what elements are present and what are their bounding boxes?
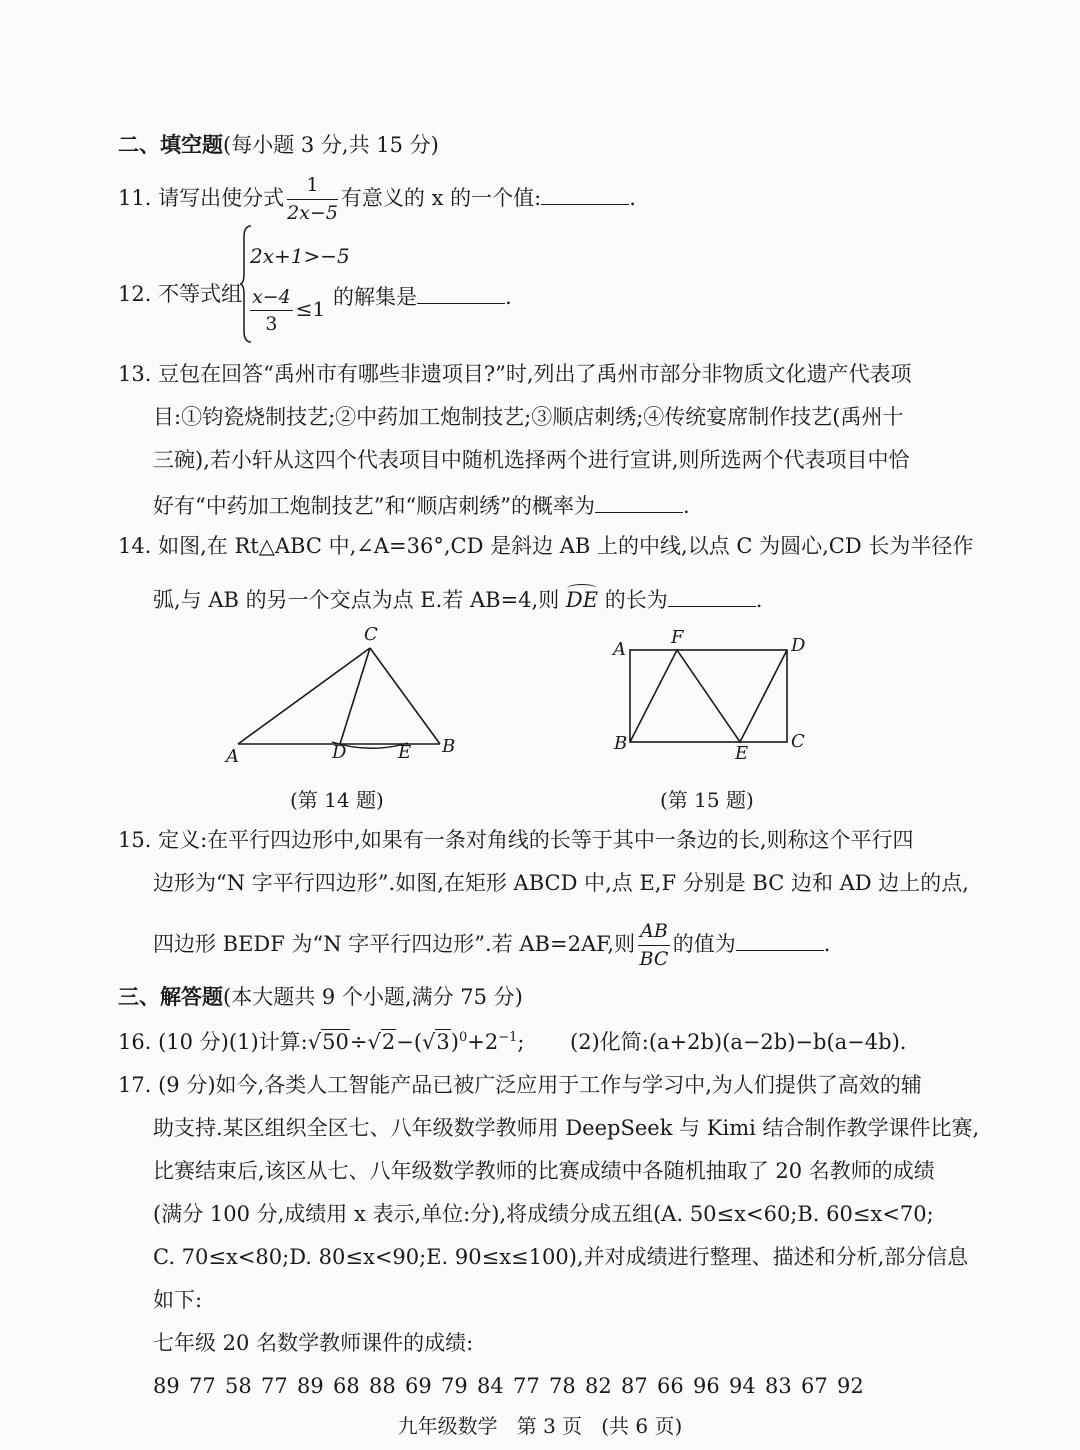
score-value: 58 bbox=[225, 1374, 252, 1398]
q11-denominator: 2x−5 bbox=[287, 201, 338, 224]
q16-part1-end: ; bbox=[517, 1030, 525, 1054]
question-13-line-3: 三碗),若小轩从这四个代表项目中随机选择两个进行宣讲,则所选两个代表项目中恰 bbox=[153, 448, 910, 472]
fig14-caption: (第 14 题) bbox=[290, 788, 384, 812]
q15-line-3-pre: 四边形 BEDF 为“N 字平行四边形”.若 AB=2AF,则 bbox=[153, 931, 636, 956]
figure-15 bbox=[605, 625, 815, 765]
fig15-label-c: C bbox=[791, 731, 805, 752]
fig14-label-b: B bbox=[442, 736, 456, 757]
q15-line-1-text: 定义:在平行四边形中,如果有一条对角线的长等于其中一条边的长,则称这个平行四 bbox=[158, 828, 914, 852]
fig15-label-b: B bbox=[614, 733, 628, 754]
q16-divide: ÷ bbox=[349, 1030, 368, 1054]
page-footer: 九年级数学 第 3 页 (共 6 页) bbox=[397, 1414, 683, 1438]
score-value: 92 bbox=[837, 1374, 864, 1398]
question-16 bbox=[118, 1030, 524, 1055]
q12-text-post: 的解集是 bbox=[333, 285, 417, 309]
q12-inequality-1: 2x+1>−5 bbox=[250, 244, 350, 268]
question-15-line-3 bbox=[153, 920, 830, 971]
figure-14 bbox=[220, 620, 480, 770]
q13-line-4-text: 好有“中药加工炮制技艺”和“顺店刺绣”的概率为 bbox=[153, 494, 595, 518]
score-value: 67 bbox=[801, 1374, 828, 1398]
fig14-label-a: A bbox=[226, 746, 239, 767]
q13-line-1-text: 豆包在回答“禹州市有哪些非遗项目?”时,列出了禹州市部分非物质文化遗产代表项 bbox=[158, 362, 912, 386]
fig14-median-cd bbox=[340, 648, 370, 744]
q15-fraction-numerator: AB bbox=[638, 920, 670, 946]
fig15-label-d: D bbox=[791, 635, 806, 656]
section-3-note: (本大题共 9 个小题,满分 75 分) bbox=[223, 985, 523, 1009]
q12-number: 12. bbox=[118, 282, 152, 306]
q16-sqrt-2: 2 bbox=[381, 1030, 396, 1054]
question-13-line-1 bbox=[118, 362, 912, 387]
section-2-title: 二、填空题 bbox=[118, 132, 223, 157]
q12-ineq2-numerator: x−4 bbox=[250, 286, 293, 311]
question-17-line-1 bbox=[118, 1073, 922, 1098]
fig14-label-c: C bbox=[364, 624, 378, 645]
q12-inequality-2-fraction bbox=[250, 286, 293, 335]
q13-end: . bbox=[682, 494, 690, 518]
q17-score-list bbox=[153, 1374, 873, 1399]
question-13-line-4 bbox=[153, 491, 690, 519]
q14-answer-blank bbox=[668, 585, 756, 607]
q11-answer-blank bbox=[541, 183, 629, 205]
score-value: 94 bbox=[729, 1374, 756, 1398]
question-12-tail bbox=[333, 282, 512, 310]
question-13-line-2: 目:①钧瓷烧制技艺;②中药加工炮制技艺;③顺店刺绣;④传统宴席制作技艺(禹州十 bbox=[153, 405, 904, 429]
q14-line-1-text: 如图,在 Rt△ABC 中,∠A=36°,CD 是斜边 AB 上的中线,以点 C 为圆心,CD 长为半径作 bbox=[158, 534, 974, 558]
fig14-side-bc bbox=[370, 648, 440, 744]
q11-text-pre: 请写出使分式 bbox=[158, 185, 285, 210]
q12-answer-blank bbox=[417, 282, 505, 304]
fig15-caption: (第 15 题) bbox=[660, 788, 754, 812]
q14-line-2-pre: 弧,与 AB 的另一个交点为点 E.若 AB=4,则 bbox=[153, 588, 560, 612]
question-12-number-and-label bbox=[118, 282, 242, 307]
score-value: 89 bbox=[297, 1374, 324, 1398]
q15-fraction-denominator: BC bbox=[639, 947, 669, 970]
q16-sqrt-3: 3 bbox=[436, 1030, 450, 1054]
q12-end: . bbox=[505, 285, 512, 309]
score-value: 77 bbox=[261, 1374, 288, 1398]
q16-sqrt-symbol-3: √ bbox=[422, 1030, 436, 1054]
q16-close: ) bbox=[450, 1030, 459, 1054]
q14-number: 14. bbox=[118, 534, 152, 558]
score-value: 96 bbox=[693, 1374, 720, 1398]
q15-number: 15. bbox=[118, 828, 152, 852]
section-2-heading bbox=[118, 132, 439, 158]
question-14-line-1 bbox=[118, 534, 973, 559]
score-value: 77 bbox=[189, 1374, 216, 1398]
question-17-line-5: C. 70≤x<80;D. 80≤x<90;E. 90≤x≤100),并对成绩进行整理、描述和分析,部分信息 bbox=[153, 1245, 969, 1269]
q16-exponent-0: 0 bbox=[458, 1030, 468, 1045]
q12-ineq2-denominator: 3 bbox=[265, 313, 278, 335]
q16-sqrt-50: 50 bbox=[322, 1030, 349, 1054]
score-value: 87 bbox=[621, 1374, 648, 1398]
q14-end: . bbox=[755, 588, 763, 612]
score-value: 84 bbox=[477, 1374, 504, 1398]
q14-arc-de-label: DE bbox=[565, 588, 599, 612]
q11-text-post: 有意义的 x 的一个值: bbox=[340, 185, 542, 210]
q16-sqrt-symbol-2: √ bbox=[367, 1030, 381, 1054]
section-2-note: (每小题 3 分,共 15 分) bbox=[223, 133, 439, 157]
q17-line-1-text: (9 分)如今,各类人工智能产品已被广泛应用于工作与学习中,为人们提供了高效的辅 bbox=[158, 1073, 922, 1097]
question-11 bbox=[118, 174, 636, 225]
fig14-label-d: D bbox=[332, 742, 347, 763]
question-17-line-3: 比赛结束后,该区从七、八年级数学教师的比赛成绩中各随机抽取了 20 名教师的成绩 bbox=[153, 1159, 935, 1183]
q12-ineq2-relation: ≤1 bbox=[295, 297, 326, 321]
score-value: 82 bbox=[585, 1374, 612, 1398]
question-17-line-4: (满分 100 分,成绩用 x 表示,单位:分),将成绩分成五组(A. 50≤x<60;B. 60≤x<70; bbox=[153, 1202, 934, 1226]
q16-minus-open: −( bbox=[396, 1030, 423, 1054]
q16-number: 16. bbox=[118, 1030, 152, 1054]
q16-plus-two: +2 bbox=[467, 1030, 499, 1054]
q11-numerator: 1 bbox=[287, 174, 338, 200]
q15-end: . bbox=[823, 931, 831, 956]
section-3-heading bbox=[118, 984, 523, 1010]
q12-text-pre: 不等式组 bbox=[158, 282, 243, 306]
q15-line-3-post: 的值为 bbox=[672, 931, 736, 956]
score-value: 78 bbox=[549, 1374, 576, 1398]
score-value: 77 bbox=[513, 1374, 540, 1398]
q13-number: 13. bbox=[118, 362, 152, 386]
fig15-label-a: A bbox=[613, 639, 626, 660]
fig15-n-shape-bfed bbox=[630, 650, 787, 742]
question-17-line-6: 如下: bbox=[153, 1288, 203, 1312]
q16-score: (10 分) bbox=[158, 1030, 229, 1054]
fig15-label-f: F bbox=[671, 627, 684, 648]
q16-part1-label: (1)计算: bbox=[228, 1030, 308, 1054]
question-16-part-2: (2)化简:(a+2b)(a−2b)−b(a−4b). bbox=[570, 1030, 907, 1054]
q15-answer-blank bbox=[736, 929, 824, 951]
q11-number: 11. bbox=[118, 185, 152, 210]
q17-data-title: 七年级 20 名数学教师课件的成绩: bbox=[153, 1331, 474, 1355]
score-value: 89 bbox=[153, 1374, 180, 1398]
q16-sqrt-symbol-1: √ bbox=[307, 1030, 322, 1054]
q13-answer-blank bbox=[595, 491, 683, 513]
score-value: 69 bbox=[405, 1374, 432, 1398]
fig14-label-e: E bbox=[398, 742, 412, 763]
question-17-line-2: 助支持.某区组织全区七、八年级数学教师用 DeepSeek 与 Kimi 结合制作教学课件比赛, bbox=[153, 1116, 980, 1140]
score-value: 79 bbox=[441, 1374, 468, 1398]
score-value: 66 bbox=[657, 1374, 684, 1398]
score-value: 88 bbox=[369, 1374, 396, 1398]
q11-end: . bbox=[629, 185, 636, 210]
q15-fraction bbox=[638, 920, 670, 971]
section-3-title: 三、解答题 bbox=[118, 984, 223, 1009]
score-value: 68 bbox=[333, 1374, 360, 1398]
fig14-side-ac bbox=[238, 648, 370, 744]
score-value: 83 bbox=[765, 1374, 792, 1398]
q14-line-2-post: 的长为 bbox=[604, 588, 668, 612]
q16-exponent-neg1: −1 bbox=[498, 1030, 518, 1045]
question-14-line-2 bbox=[153, 585, 762, 613]
question-15-line-1 bbox=[118, 828, 914, 853]
q11-fraction bbox=[287, 174, 338, 225]
question-15-line-2: 边形为“N 字平行四边形”.如图,在矩形 ABCD 中,点 E,F 分别是 BC 边和 AD 边上的点, bbox=[153, 871, 969, 895]
fig15-label-e: E bbox=[735, 743, 749, 764]
q17-number: 17. bbox=[118, 1073, 152, 1097]
q12-inequality-2 bbox=[250, 286, 325, 335]
